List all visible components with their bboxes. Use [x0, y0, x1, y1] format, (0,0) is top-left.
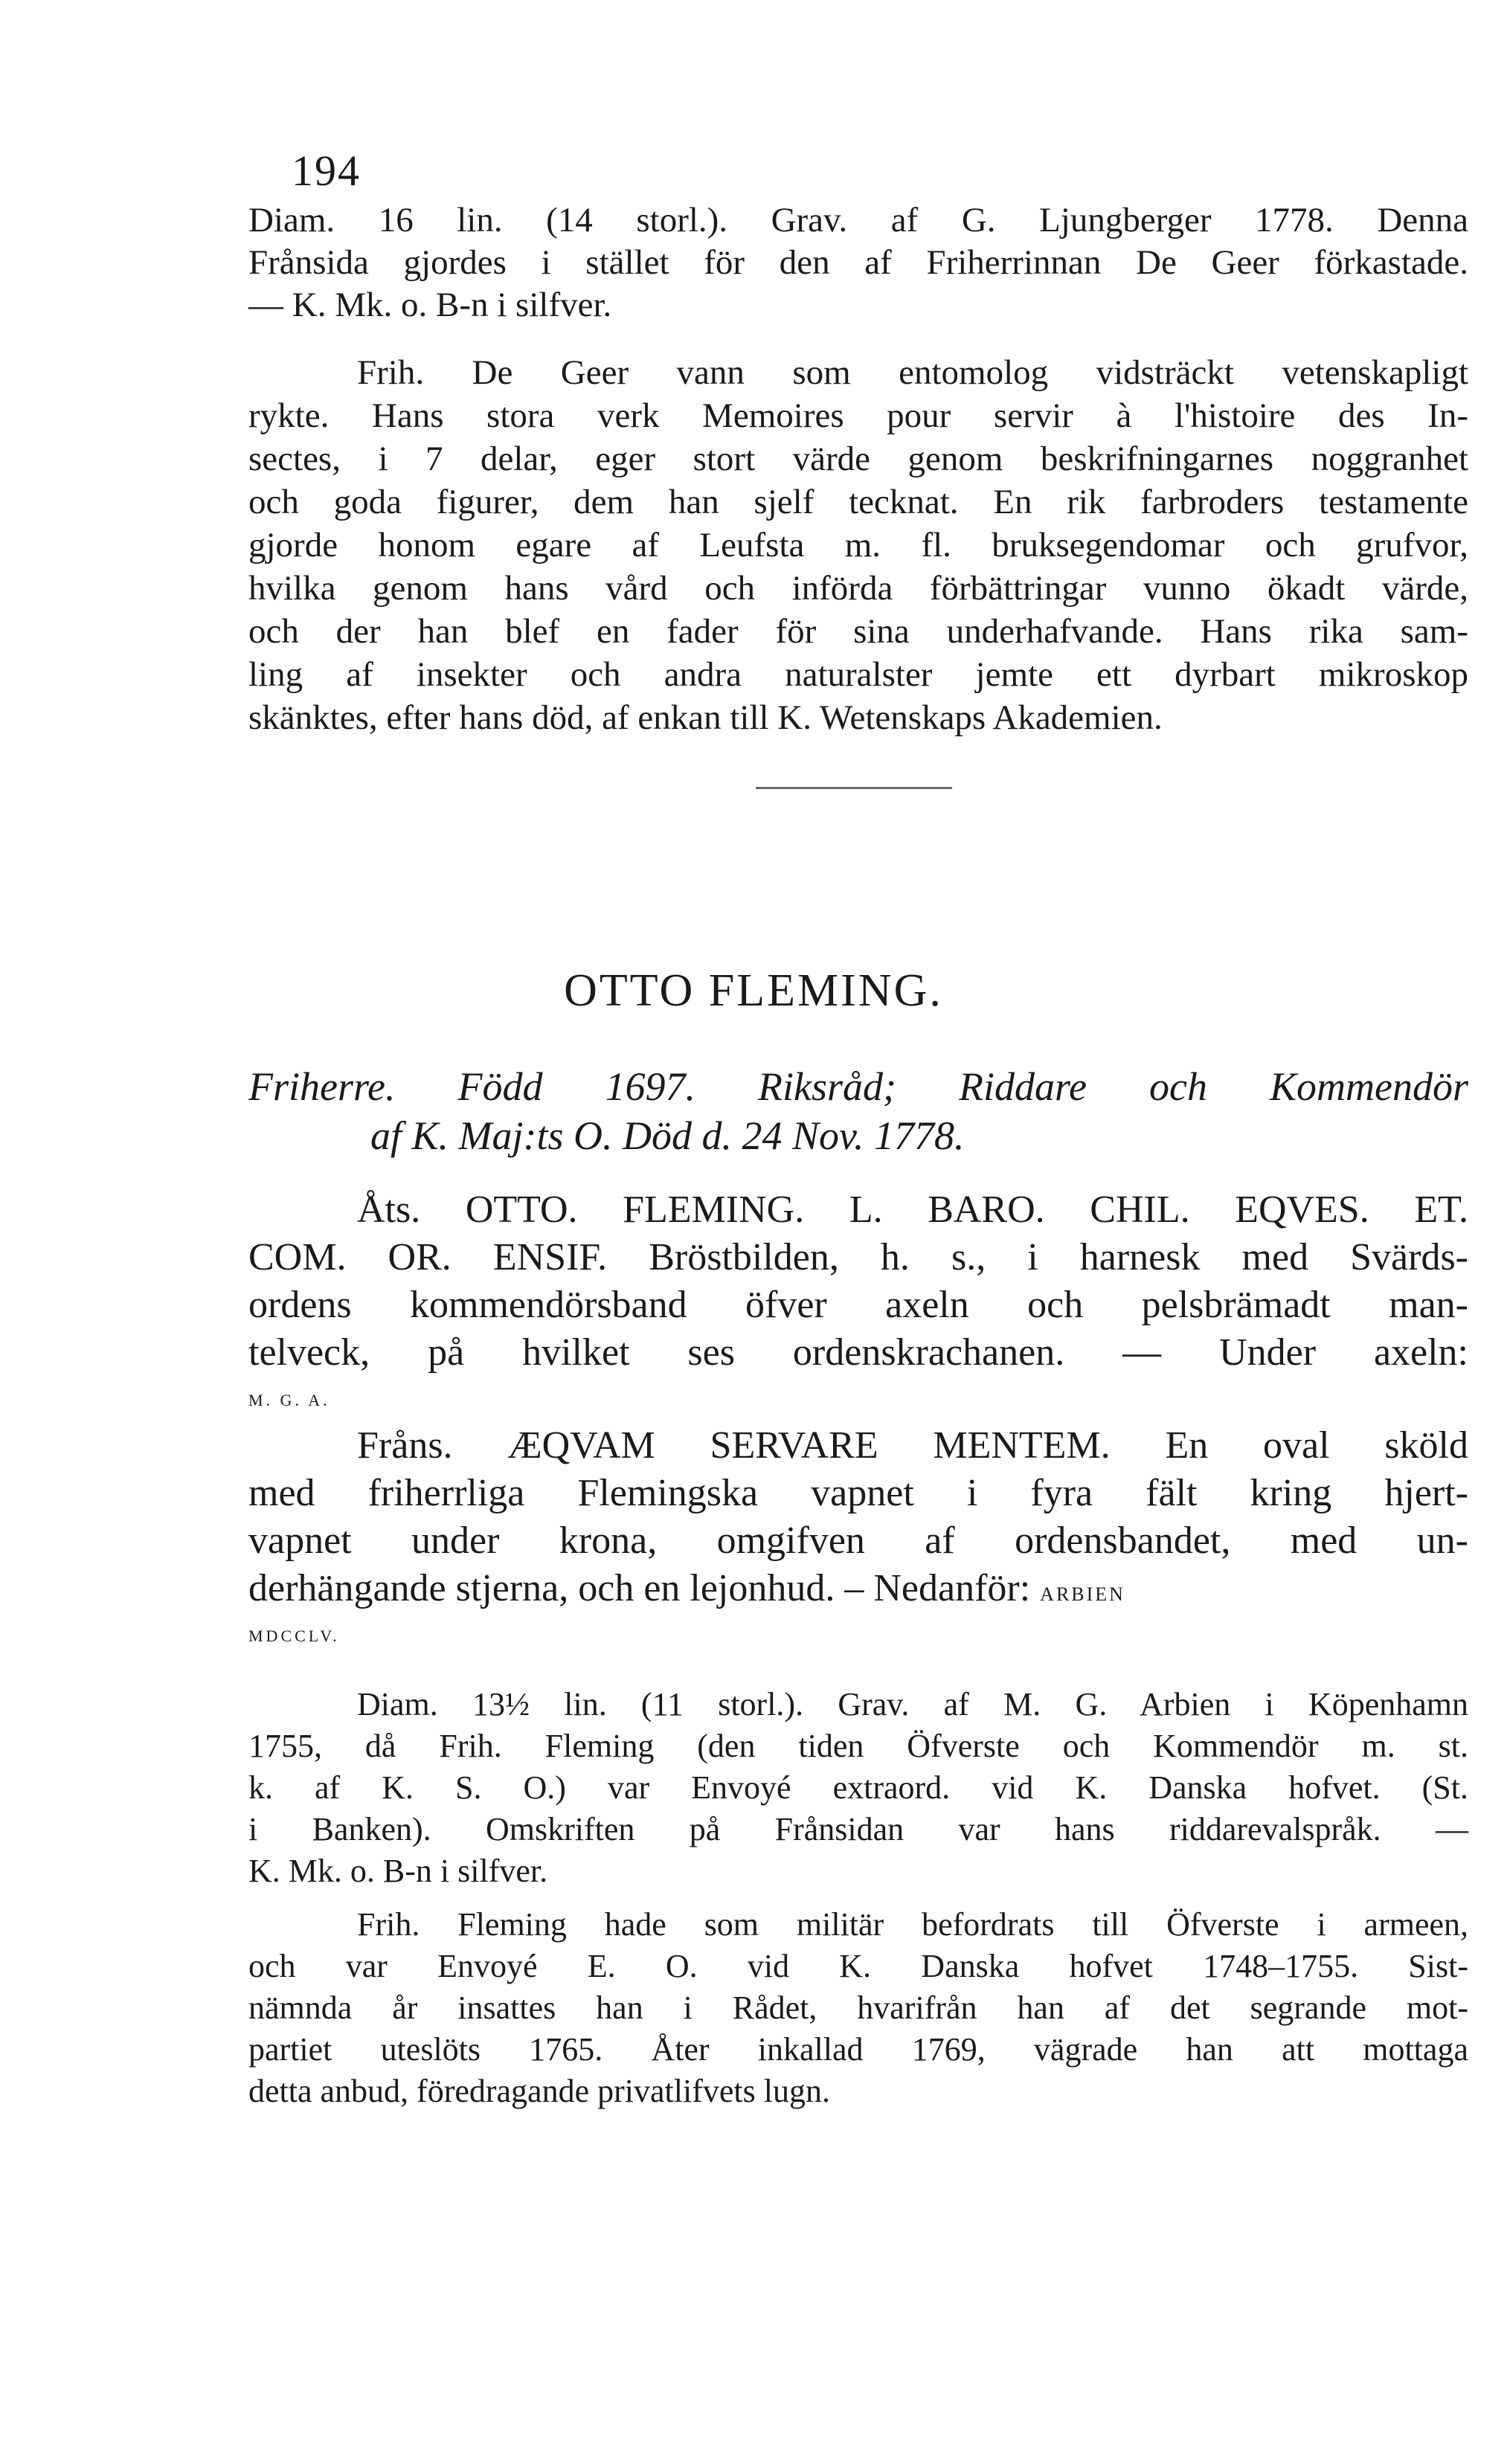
text-line: och der han blef en fader för sina underhafvande. Hans rika sam-: [248, 612, 1468, 651]
section-heading: OTTO FLEMING.: [564, 965, 943, 1016]
text-line: Fråns. ÆQVAM SERVARE MENTEM. En oval sköld: [357, 1424, 1468, 1467]
text-line: af K. Maj:ts O. Död d. 24 Nov. 1778.: [370, 1113, 965, 1158]
text-line: hvilka genom hans vård och införda förbättringar vunno ökadt värde,: [248, 569, 1468, 608]
text-line: k. af K. S. O.) var Envoyé extraord. vid K. Danska hofvet. (St.: [248, 1769, 1468, 1806]
text-line: Diam. 13½ lin. (11 storl.). Grav. af M. G. Arbien i Köpenhamn: [357, 1686, 1468, 1722]
text-line: sectes, i 7 delar, eger stort värde genom beskrifningarnes noggranhet: [248, 440, 1468, 478]
paragraph-fleming-medal-details: [248, 1684, 1468, 1892]
text-line: och goda figurer, dem han sjelf tecknat. En rik farbroders testamente: [248, 483, 1468, 521]
signature-tag: ARBIEN: [1040, 1583, 1125, 1605]
text-line: och var Envoyé E. O. vid K. Danska hofvet 1748–1755. Sist-: [248, 1948, 1468, 1984]
engraver-initials: M. G. A.: [248, 1391, 330, 1409]
text-line: Friherre. Född 1697. Riksråd; Riddare och Kommendör: [248, 1064, 1468, 1109]
text-line: med friherrliga Flemingska vapnet i fyra fält kring hjert-: [248, 1472, 1468, 1514]
text-line: Diam. 16 lin. (14 storl.). Grav. af G. Ljungberger 1778. Denna: [248, 201, 1468, 239]
text-line: ling af insekter och andra naturalster jemte ett dyrbart mikroskop: [248, 655, 1468, 694]
paragraph-reverse-description: [248, 1422, 1468, 1654]
section-divider: [756, 787, 952, 789]
text-line: K. Mk. o. B-n i silfver.: [248, 1853, 548, 1889]
text-line: ordens kommendörsband öfver axeln och pelsbrämadt man-: [248, 1284, 1468, 1326]
date-tag: MDCCLV.: [248, 1627, 340, 1645]
page-number: 194: [292, 147, 361, 195]
biographical-summary: [248, 1062, 1468, 1160]
text-line: partiet uteslöts 1765. Åter inkallad 1769, vägrade han att mottaga: [248, 2031, 1468, 2068]
paragraph-obverse-description: [248, 1186, 1468, 1424]
text-line: Frih. De Geer vann som entomolog vidsträckt vetenskapligt: [357, 353, 1468, 392]
text-line: — K. Mk. o. B-n i silfver.: [248, 286, 612, 324]
text-line: vapnet under krona, omgifven af ordensbandet, med un-: [248, 1519, 1468, 1562]
text-line: COM. OR. ENSIF. Bröstbilden, h. s., i harnesk med Svärds-: [248, 1236, 1468, 1278]
paragraph-fleming-biography: [248, 1904, 1468, 2112]
text-line: i Banken). Omskriften på Frånsidan var hans riddarevalspråk. —: [248, 1811, 1468, 1847]
paragraph-de-geer-biography: [248, 351, 1468, 739]
text-line: Åts. OTTO. FLEMING. L. BARO. CHIL. EQVES. ET.: [357, 1188, 1468, 1231]
text-line: Frih. Fleming hade som militär befordrats till Öfverste i armeen,: [357, 1906, 1468, 1943]
text-line: detta anbud, föredragande privatlifvets lugn.: [248, 2073, 830, 2109]
text-line: rykte. Hans stora verk Memoires pour servir à l'histoire des In-: [248, 396, 1468, 435]
text-line: gjorde honom egare af Leufsta m. fl. bruksegendomar och grufvor,: [248, 526, 1468, 564]
text-line: 1755, då Frih. Fleming (den tiden Öfverste och Kommendör m. st.: [248, 1728, 1468, 1764]
text-line-content: derhängande stjerna, och en lejonhud. – Nedanför:: [248, 1567, 1031, 1609]
paragraph-medal-description-de-geer: [248, 199, 1468, 327]
text-line: skänktes, efter hans död, af enkan till K. Wetenskaps Akademien.: [248, 698, 1163, 737]
text-line: nämnda år insattes han i Rådet, hvarifrån han af det segrande mot-: [248, 1989, 1468, 2026]
text-line: telveck, på hvilket ses ordenskrachanen. — Under axeln:: [248, 1331, 1468, 1374]
text-line: [248, 1565, 1468, 1618]
text-line: Frånsida gjordes i stället för den af Friherrinnan De Geer förkastade.: [248, 243, 1468, 282]
